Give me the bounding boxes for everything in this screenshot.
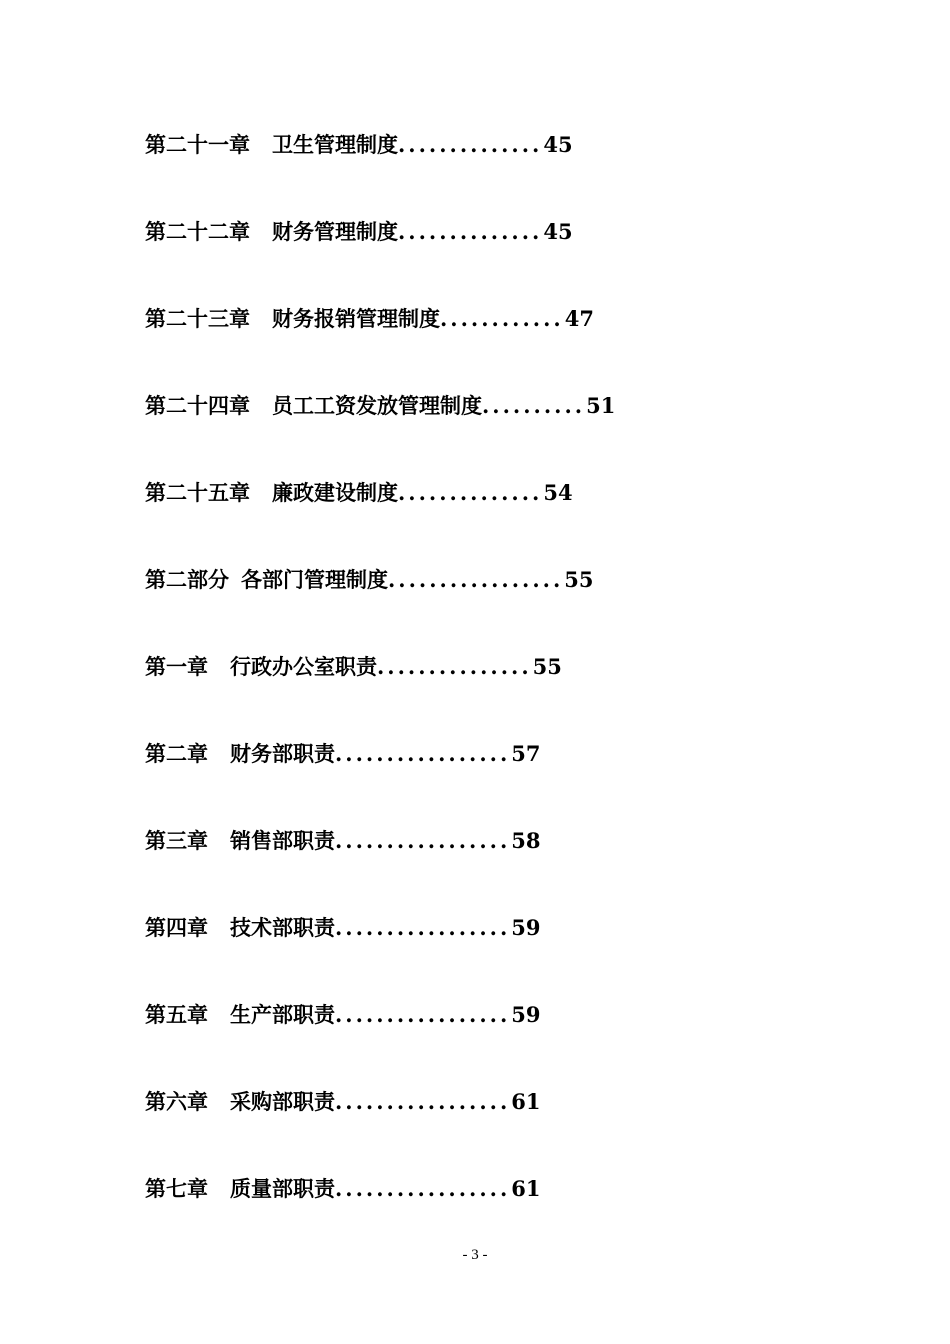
toc-page-number: 47 [564,306,594,331]
toc-dot-leaders: ................. [335,1089,511,1114]
toc-chapter-number: 第三章 [145,828,208,853]
toc-entry-title: 生产部职责 [230,1002,335,1027]
toc-entry[interactable] [145,652,562,682]
toc-page-number: 59 [511,915,541,940]
page-number-footer: - 3 - [462,1247,488,1263]
toc-page-number: 51 [586,393,616,418]
toc-chapter-number: 第七章 [145,1176,208,1201]
toc-page-number: 61 [511,1176,541,1201]
toc-chapter-number: 第二章 [145,741,208,766]
toc-dot-leaders: ................. [335,1002,511,1027]
toc-dot-leaders: ................. [335,1176,511,1201]
toc-dot-leaders: ................. [335,915,511,940]
toc-page-number: 57 [511,741,541,766]
toc-dot-leaders: ................. [388,567,564,592]
toc-entry-title: 质量部职责 [230,1176,335,1201]
toc-chapter-number: 第二十一章 [145,132,250,157]
toc-entry-title: 财务报销管理制度 [272,306,440,331]
toc-entry-title: 采购部职责 [230,1089,335,1114]
toc-entry-title: 行政办公室职责 [230,654,377,679]
toc-page-number: 55 [532,654,562,679]
toc-page-number: 45 [543,132,573,157]
toc-page-number: 58 [511,828,541,853]
toc-entry[interactable] [145,565,594,595]
toc-page-number: 54 [543,480,573,505]
toc-dot-leaders: ............ [440,306,564,331]
toc-entry[interactable] [145,217,573,247]
toc-entry-title: 技术部职责 [230,915,335,940]
toc-chapter-number: 第一章 [145,654,208,679]
toc-page-number: 45 [543,219,573,244]
toc-chapter-number: 第二十三章 [145,306,250,331]
toc-entry[interactable] [145,1174,541,1204]
toc-entry-title: 员工工资发放管理制度 [272,393,482,418]
toc-entry-title: 销售部职责 [230,828,335,853]
toc-part-number: 第二部分 [145,567,229,592]
toc-page-number: 59 [511,1002,541,1027]
toc-page-number: 61 [511,1089,541,1114]
toc-entry[interactable] [145,826,541,856]
toc-entry-title: 各部门管理制度 [241,567,388,592]
toc-entry[interactable] [145,391,615,421]
toc-chapter-number: 第二十四章 [145,393,250,418]
toc-dot-leaders: ................. [335,741,511,766]
toc-entry-title: 财务部职责 [230,741,335,766]
toc-dot-leaders: .............. [398,219,543,244]
toc-entry-title: 财务管理制度 [272,219,398,244]
toc-page-number: 55 [564,567,594,592]
toc-entry[interactable] [145,1000,541,1030]
toc-chapter-number: 第六章 [145,1089,208,1114]
toc-chapter-number: 第二十二章 [145,219,250,244]
toc-dot-leaders: .............. [398,132,543,157]
toc-dot-leaders: ............... [377,654,532,679]
toc-entry[interactable] [145,739,541,769]
toc-chapter-number: 第四章 [145,915,208,940]
toc-chapter-number: 第五章 [145,1002,208,1027]
toc-dot-leaders: ................. [335,828,511,853]
toc-dot-leaders: .......... [482,393,586,418]
toc-entry[interactable] [145,478,573,508]
toc-entry-title: 卫生管理制度 [272,132,398,157]
table-of-contents [145,0,905,1230]
toc-chapter-number: 第二十五章 [145,480,250,505]
toc-entry-title: 廉政建设制度 [272,480,398,505]
toc-entry[interactable] [145,913,541,943]
toc-entry[interactable] [145,130,573,160]
toc-dot-leaders: .............. [398,480,543,505]
toc-entry[interactable] [145,304,594,334]
toc-entry[interactable] [145,1087,541,1117]
